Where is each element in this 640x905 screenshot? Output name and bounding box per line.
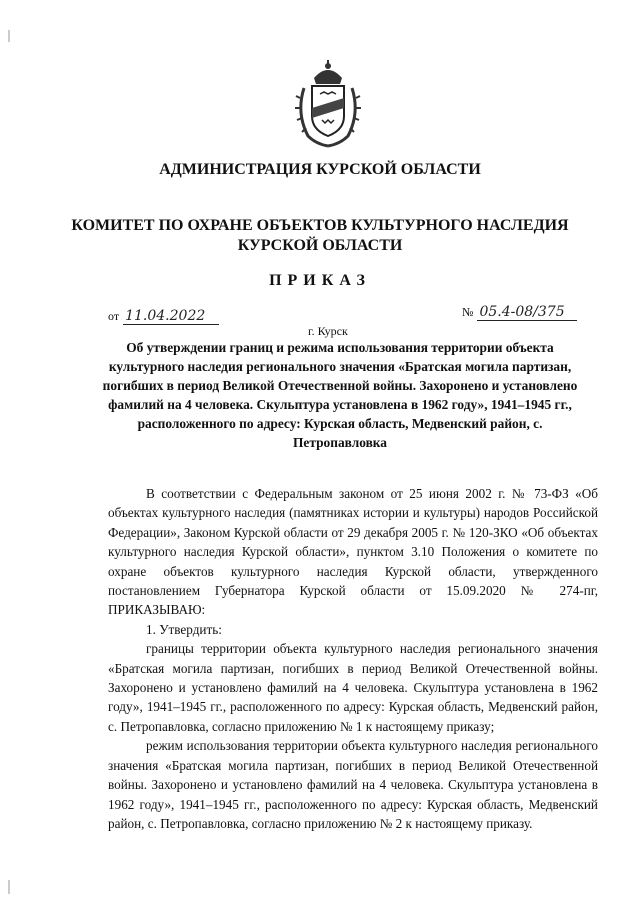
- scan-mark: [8, 30, 10, 42]
- committee-name-line2: КУРСКОЙ ОБЛАСТИ: [237, 237, 403, 254]
- document-date: [108, 307, 219, 325]
- document-number: [462, 303, 577, 321]
- scan-mark: [8, 880, 10, 894]
- document-title: Об утверждении границ и режима использования территории объекта культурного наследия регионального значения «Братская могила партизан, погибших в период Великой Отечественной войны. Захоронено и установлено фамилий на 4 человека. Скульптура установлена в 1962 году», 1941–1945 гг., расположенного по адресу: Курская область, Медвенский район, с. Петропавловка: [102, 340, 578, 450]
- number-prefix: №: [462, 305, 474, 319]
- number-value: 05.4-08/375: [477, 304, 577, 321]
- document-body: [108, 484, 598, 833]
- paragraph-basis: В соответствии с Федеральным законом от 25 июня 2002 г. № 73-ФЗ «Об объектах культурного наследия (памятниках истории и культуры) народов Российской Федерации», Законом Курской области от 29 декабря 2005 г. № 120-ЗКО «Об объектах культурного наследия Курской области», пунктом 3.10 Положения о комитете по охране объектов культурного наследия Курской области, утвержденного постановлением Губернатора Курской области от 15.09.2020 № 274-пг, ПРИКАЗЫВАЮ:: [108, 486, 598, 618]
- paragraph-boundaries: границы территории объекта культурного наследия регионального значения «Братская могила партизан, погибших в период Великой Отечественной войны. Захоронено и установлено фамилий на 4 человека. Скульптура установлена в 1962 году», 1941–1945 гг., расположенного по адресу: Курская область, Медвенский район, с. Петропавловка, согласно приложению № 1 к настоящему приказу;: [108, 641, 598, 734]
- committee-name-line1: КОМИТЕТ ПО ОХРАНЕ ОБЪЕКТОВ КУЛЬТУРНОГО НАСЛЕДИЯ: [71, 217, 569, 234]
- organization-name: АДМИНИСТРАЦИЯ КУРСКОЙ ОБЛАСТИ: [159, 161, 481, 178]
- document-type: ПРИКАЗ: [269, 272, 371, 289]
- city-text: г. Курск: [308, 324, 348, 338]
- committee-name: [0, 216, 640, 256]
- date-prefix: от: [108, 309, 120, 323]
- paragraph-regime: режим использования территории объекта культурного наследия регионального значения «Братская могила партизан, погибших в период Великой Отечественной войны. Захоронено и установлено фамилий на 4 человека. Скульптура установлена в 1962 году», 1941–1945 гг., расположенного по адресу: Курская область, Медвенский район, с. Петропавловка, согласно приложению № 2 к настоящему приказу.: [108, 738, 598, 831]
- date-value: 11.04.2022: [123, 308, 219, 325]
- paragraph-approve: 1. Утвердить:: [146, 621, 222, 637]
- coat-of-arms-emblem: [294, 58, 362, 150]
